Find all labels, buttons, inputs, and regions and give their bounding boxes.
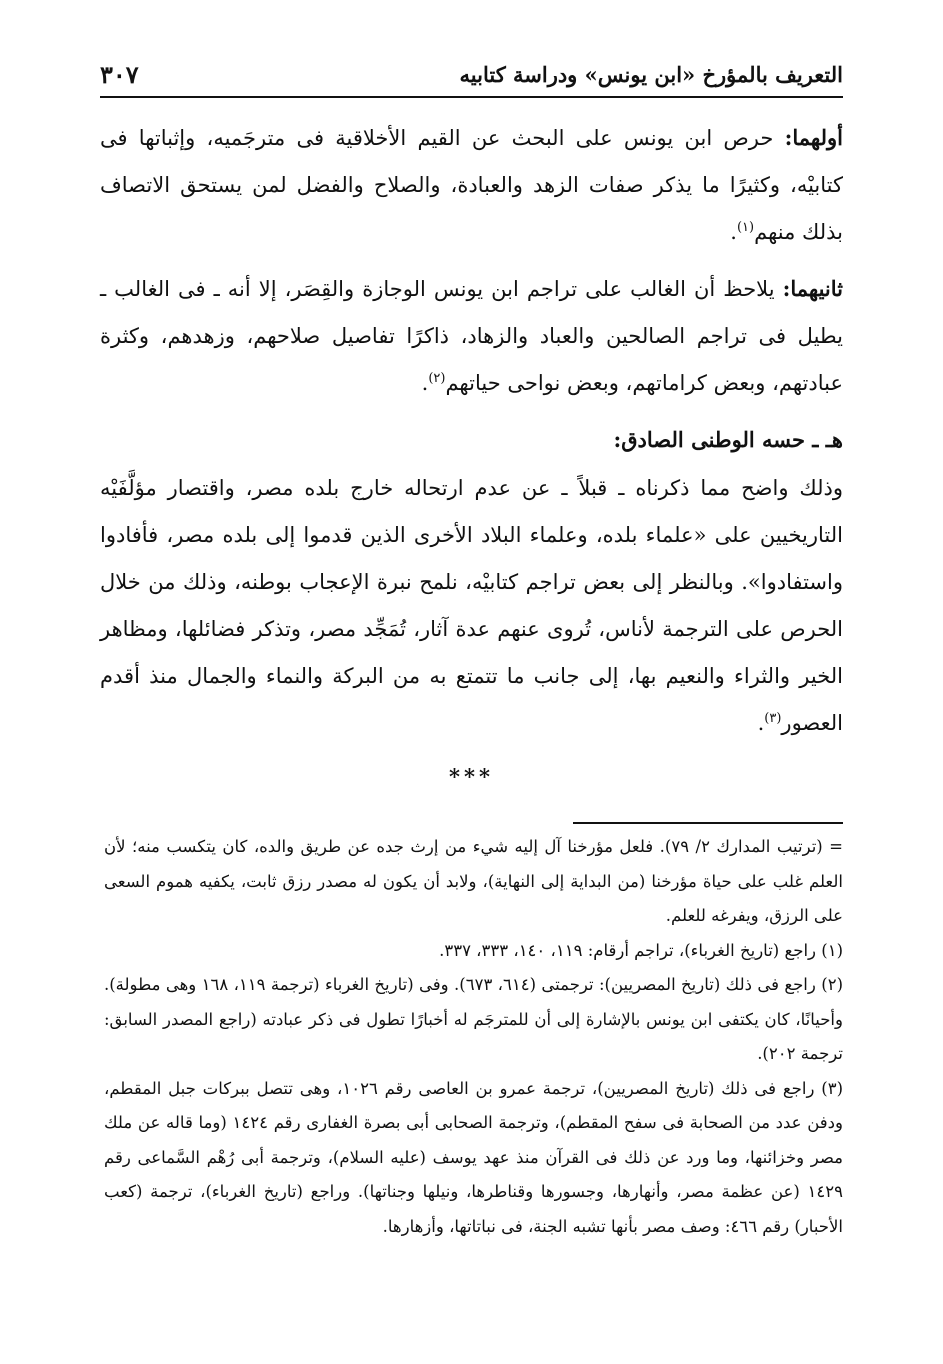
page-number: ٣٠٧ [100,60,139,89]
running-title: التعريف بالمؤرخ «ابن يونس» ودراسة كتابيه [459,62,843,87]
paragraph-patriotism [100,465,843,747]
footnote-ref-1: (١) [736,220,755,235]
paragraph-body-second: يلاحظ أن الغالب على تراجم ابن يونس الوجازة والقِصَر، إلا أنه ـ فى الغالب ـ يطيل فى تراجم الصالحين والعباد والزهاد، ذاكرًا تفاصيل صلاحهم، وزهدهم، وكثرة عبادتهم، وبعض كراماتهم، وبعض نواحى حياتهم [100,277,843,395]
main-text [100,114,843,800]
section-heading: هـ ـ حسه الوطنى الصادق: [613,427,843,452]
footnote-continued: = (ترتيب المدارك ٢/ ٧٩). فلعل مؤرخنا آل إليه شيء من إرث جده عن طريق والده، كان يتكسب منه؛ لأن العلم غلب على حياة مؤرخنا (من البداية إلى النهاية)، ولابد أن يكون له مصدر رزق ثابت، يكفيه هموم السعى على الرزق، ويفرغه للعلم. [104,837,843,925]
footnotes [104,830,843,1244]
footnote-2: (٢) راجع فى ذلك (تاريخ المصريين): ترجمتى (٦١٤، ٦٧٣). وفى (تاريخ الغرباء (ترجمة ١١٩، ١٦٨ وهى مطولة). وأحيانًا، كان يكتفى ابن يونس بالإشارة إلى أن للمترجَم له أخبارًا تطول فى ذكر عبادته (راجع المصدر السابق: ترجمة ٢٠٢). [104,975,843,1063]
paragraph-end-first: . [730,220,737,244]
paragraph-end-patriotism: . [757,711,765,735]
footnote-ref-3: (٣) [764,711,782,726]
paragraph-end-second: . [421,371,429,395]
paragraph-lead-second: ثانيهما: [782,276,843,301]
footnote-1: (١) راجع (تاريخ الغرباء)، تراجم أرقام: ١١٩، ١٤٠، ٣٣٣، ٣٣٧. [439,940,843,960]
paragraph-body-patriotism: وذلك واضح مما ذكرناه ـ قبلاً ـ عن عدم ارتحاله خارج بلده مصر، واقتصار مؤلَّفَيْه التاريخيين على «علماء بلده، وعلماء البلاد الأخرى الذين قدموا إلى بلده مصر، فأفادوا واستفادوا». وبالنظر إلى بعض تراجم كتابيْه، نلمح نبرة الإعجاب بوطنه، وذلك من خلال الحرص على الترجمة لأناس، تُروى عنهم عدة آثار، تُمَجِّد مصر، وتذكر فضائلها، ومظاهر الخير والثراء والنعيم بها، إلى جانب ما تتمتع به من البركة والنماء والجمال منذ أقدم العصور [100,476,843,735]
footnote-divider [573,822,843,824]
footnote-ref-2: (٢) [428,371,446,386]
paragraph-lead-first: أولهما: [784,125,843,150]
section-separator-stars: *** [449,764,494,789]
paragraph-body-first: حرص ابن يونس على البحث عن القيم الأخلاقية فى مترجَميه، وإثباتها فى كتابيْه، وكثيرًا ما يذكر صفات الزهد والعبادة، والصلاح والفضل لمن يستحق الاتصاف بذلك منهم [100,126,843,244]
paragraph-first-point [100,114,843,256]
page-header [100,56,843,98]
paragraph-second-point [100,265,843,407]
footnote-3: (٣) راجع فى ذلك (تاريخ المصريين)، ترجمة عمرو بن العاصى رقم ١٠٢٦، وهى تتصل ببركات جبل المقطم، ودفن عدد من الصحابة فى سفح المقطم)، وترجمة الصحابى أبى بصرة الغفارى رقم ١٤٢٤ (وما قاله عن ملك مصر وخزائنها، وما ورد عن ذلك فى القرآن منذ عهد يوسف (عليه السلام)، وترجمة أبى رُهْم السَّماعى رقم ١٤٢٩ (عن عظمة مصر، وأنهارها، وجسورها وقناطرها، ونيلها وجناتها). وراجع (تاريخ الغرباء)، ترجمة (كعب الأحبار) رقم ٤٦٦: وصف مصر بأنها تشبه الجنة، فى نباتاتها، وأزهارها. [104,1078,844,1236]
